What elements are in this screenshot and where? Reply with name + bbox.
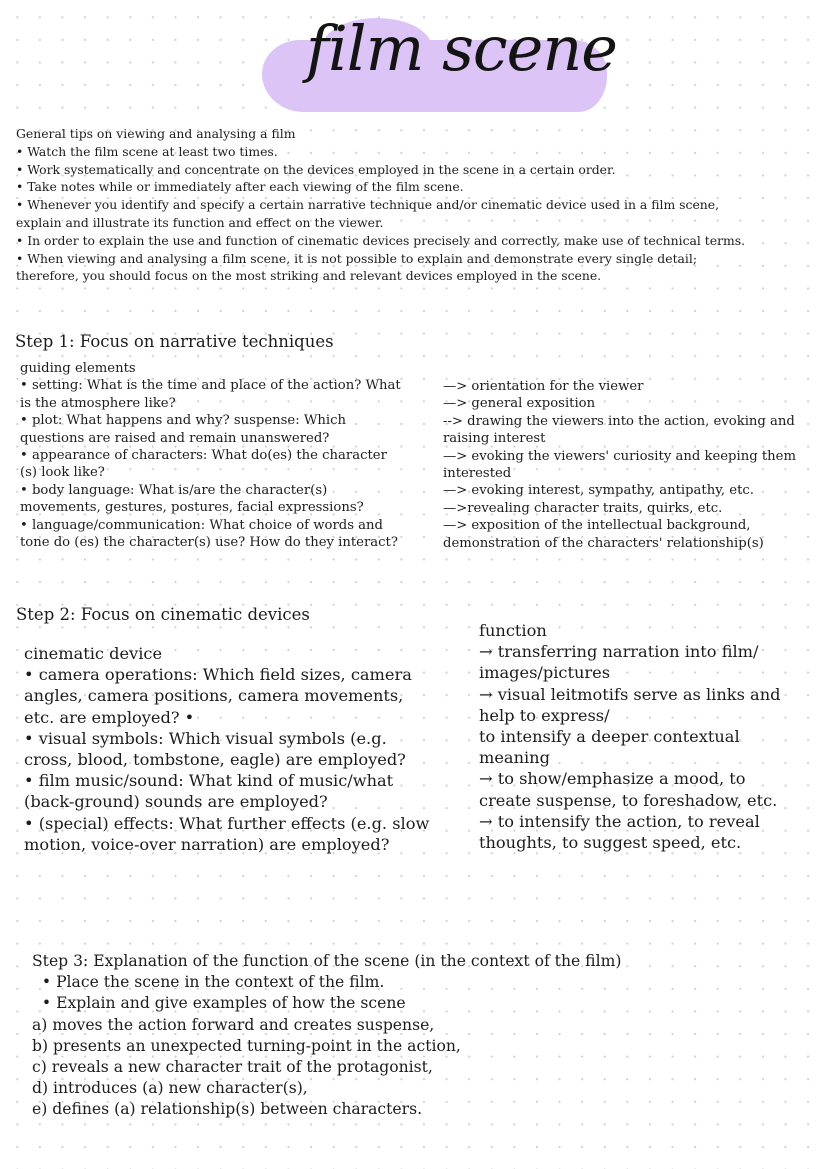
step2-right-line: images/pictures [479, 663, 611, 683]
step1-left-line: • appearance of characters: What do(es) the character [20, 448, 387, 464]
step3-line: b) presents an unexpected turning-point in the action, [32, 1036, 461, 1055]
step1-right-line: —> evoking the viewers' curiosity and keeping them [443, 448, 796, 464]
step1-right-line: demonstration of the characters' relationship(s) [443, 535, 764, 551]
tip-line: • Work systematically and concentrate on the devices employed in the scene in a certain order. [16, 161, 616, 177]
step2-cinematic-devices [24, 643, 464, 855]
step1-right-line: —>revealing character traits, quirks, etc. [443, 500, 723, 516]
step1-right-line: interested [443, 466, 512, 482]
step2-right-line: → visual leitmotifs serve as links and [479, 684, 781, 704]
step1-right-line: —> evoking interest, sympathy, antipathy, etc. [443, 483, 754, 499]
step2-left-line: cinematic device [24, 644, 163, 663]
step2-left-line: • camera operations: Which field sizes, camera [24, 665, 412, 685]
tip-line: therefore, you should focus on the most striking and relevant devices employed in the scene. [16, 268, 602, 284]
step1-right-line: —> exposition of the intellectual background, [443, 518, 751, 534]
tip-line: • In order to explain the use and function of cinematic devices precisely and correctly, make use of technical terms. [16, 232, 746, 248]
step1-left-line: is the atmosphere like? [20, 395, 176, 411]
step1-right-line: raising interest [443, 431, 546, 447]
step2-left-line: • visual symbols: Which visual symbols (e.g. [24, 728, 387, 748]
step2-right-line: to intensify a deeper contextual [479, 727, 740, 747]
step1-right-line: —> orientation for the viewer [443, 379, 644, 394]
step3-line: • Place the scene in the context of the film. [32, 973, 385, 992]
step1-left-line: (s) look like? [20, 465, 105, 481]
step1-left-line: • body language: What is/are the character(s) [20, 482, 328, 498]
step2-right-line: create suspense, to foreshadow, etc. [479, 790, 778, 810]
step1-right-line: —> general exposition [443, 396, 596, 412]
step2-left-line: motion, voice-over narration) are employed? [24, 834, 390, 854]
step1-left-line: tone do (es) the character(s) use? How do they interact? [20, 535, 398, 551]
step2-functions [479, 620, 824, 853]
step1-left-line: movements, gestures, postures, facial expressions? [20, 500, 364, 516]
step2-left-line: • (special) effects: What further effects (e.g. slow [24, 813, 430, 833]
step2-left-line: cross, blood, tombstone, eagle) are employed? [24, 750, 406, 770]
step2-left-line: angles, camera positions, camera movements, [24, 686, 404, 706]
step2-left-line: etc. are employed? • [24, 707, 195, 727]
step3-line: c) reveals a new character trait of the protagonist, [32, 1058, 433, 1077]
tips-heading: General tips on viewing and analysing a film [16, 126, 296, 141]
step2-right-line: → to show/emphasize a mood, to [479, 769, 746, 789]
tip-line: • Take notes while or immediately after each viewing of the film scene. [16, 179, 464, 195]
step2-left-line: • film music/sound: What kind of music/what [24, 771, 394, 791]
tip-line: • When viewing and analysing a film scene, it is not possible to explain and demonstrate every single detail; [16, 250, 698, 266]
step3-line: e) defines (a) relationship(s) between characters. [32, 1100, 423, 1119]
step2-right-line: meaning [479, 748, 550, 768]
step3-line: d) introduces (a) new character(s), [32, 1079, 308, 1098]
step1-effects [443, 378, 823, 552]
general-tips [16, 125, 745, 285]
step2-heading: Step 2: Focus on cinematic devices [16, 605, 310, 624]
step3-section [32, 951, 621, 1121]
step2-right-line: → transferring narration into film/ [479, 642, 759, 662]
step1-left-line: guiding elements [20, 361, 136, 376]
step2-right-line: → to intensify the action, to reveal [479, 811, 760, 831]
tip-line: • Whenever you identify and specify a certain narrative technique and/or cinematic device used in a film scene, [16, 197, 720, 213]
tip-line: • Watch the film scene at least two times. [16, 143, 278, 159]
page-title: film scene [306, 12, 617, 85]
step1-left-line: • language/communication: What choice of words and [20, 517, 383, 533]
step2-right-line: function [479, 621, 547, 640]
step2-left-line: (back-ground) sounds are employed? [24, 792, 328, 812]
step1-heading: Step 1: Focus on narrative techniques [15, 332, 334, 351]
step1-left-line: • plot: What happens and why? suspense: Which [20, 413, 347, 429]
step1-left-line: • setting: What is the time and place of the action? What [20, 378, 401, 394]
step3-line: a) moves the action forward and creates suspense, [32, 1015, 435, 1034]
step3-line: • Explain and give examples of how the scene [32, 994, 406, 1013]
step1-guiding-elements [20, 360, 440, 551]
step1-right-line: --> drawing the viewers into the action, evoking and [443, 413, 795, 429]
title-banner [262, 12, 617, 118]
step2-right-line: help to express/ [479, 705, 610, 725]
step1-left-line: questions are raised and remain unanswered? [20, 430, 330, 446]
step2-right-line: thoughts, to suggest speed, etc. [479, 833, 742, 853]
tip-line: explain and illustrate its function and effect on the viewer. [16, 214, 384, 230]
step3-heading: Step 3: Explanation of the function of the scene (in the context of the film) [32, 952, 622, 970]
